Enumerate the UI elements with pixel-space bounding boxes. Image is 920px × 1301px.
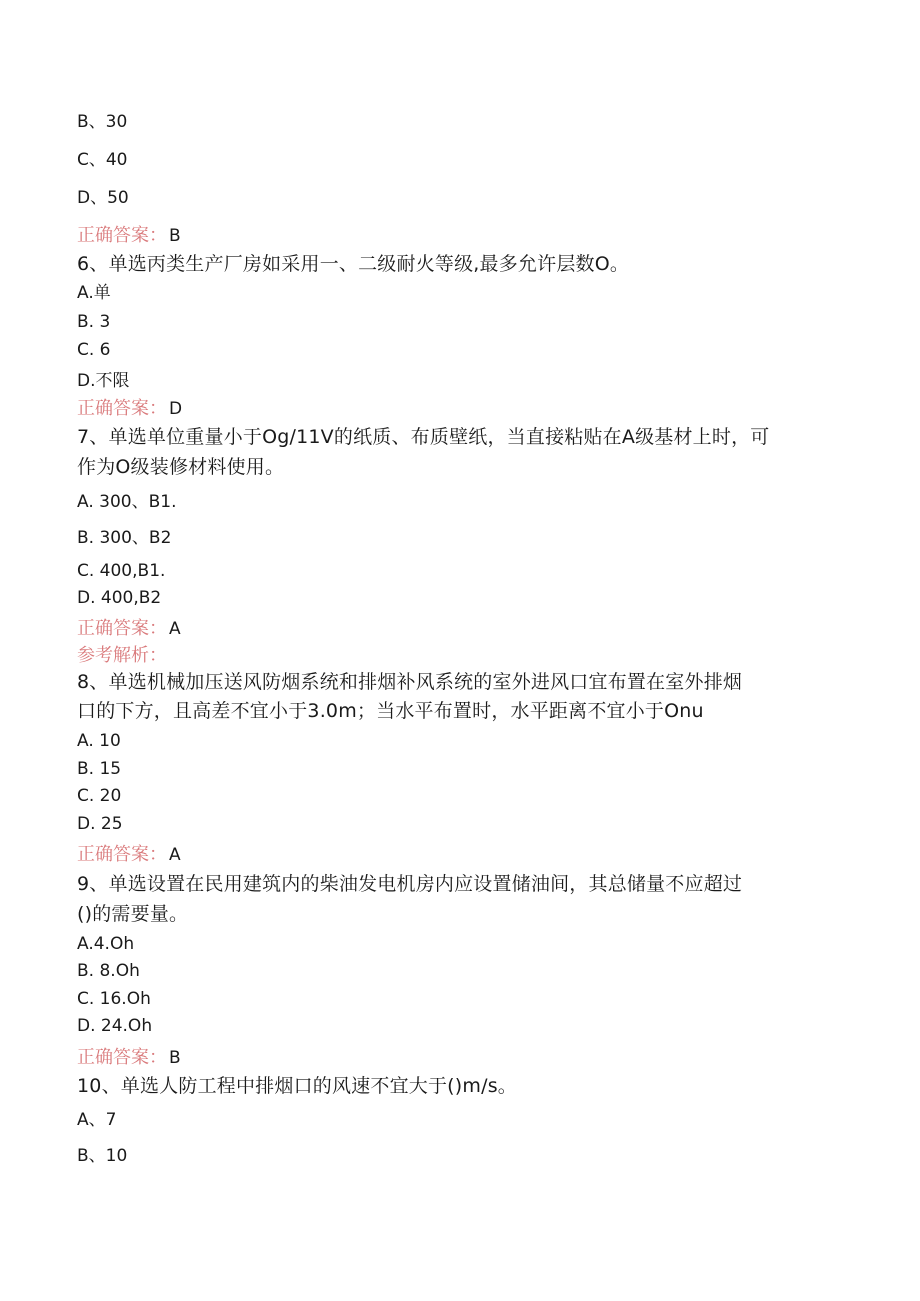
option-6-a: A.单 xyxy=(77,283,111,303)
answer-value: A xyxy=(169,845,181,865)
option-prev-c: C、40 xyxy=(77,150,128,170)
reference-analysis-label: 参考解析： xyxy=(77,645,167,666)
option-8-d: D. 25 xyxy=(77,814,123,834)
question-10-text: 10、单选人防工程中排烟口的风速不宜大于()m/s。 xyxy=(77,1075,518,1097)
answer-label: 正确答案： xyxy=(77,844,167,865)
option-prev-b: B、30 xyxy=(77,112,128,132)
option-6-b: B. 3 xyxy=(77,312,111,332)
option-8-a: A. 10 xyxy=(77,731,121,751)
answer-prev xyxy=(77,227,181,245)
option-7-c: C. 400,B1. xyxy=(77,561,166,581)
question-7-text-line2: 作为O级装修材料使用。 xyxy=(77,456,285,478)
option-9-b: B. 8.Oh xyxy=(77,961,140,981)
question-6-text: 6、单选丙类生产厂房如采用一、二级耐火等级,最多允许层数O。 xyxy=(77,253,630,275)
question-8-text-line2: 口的下方，且高差不宜小于3.0m；当水平布置时，水平距离不宜小于Onu xyxy=(77,700,704,722)
question-9-text-line1: 9、单选设置在民用建筑内的柴油发电机房内应设置储油间，其总储量不应超过 xyxy=(77,873,743,895)
answer-value: B xyxy=(169,1048,181,1068)
answer-label: 正确答案： xyxy=(77,618,167,639)
answer-value: B xyxy=(169,226,181,246)
answer-label: 正确答案： xyxy=(77,1047,167,1068)
option-10-a: A、7 xyxy=(77,1110,117,1130)
answer-8 xyxy=(77,846,181,864)
option-7-a: A. 300、B1. xyxy=(77,492,177,512)
answer-9 xyxy=(77,1049,181,1067)
option-8-b: B. 15 xyxy=(77,759,122,779)
option-6-d: D.不限 xyxy=(77,371,130,391)
answer-label: 正确答案： xyxy=(77,225,167,246)
answer-value: A xyxy=(169,619,181,639)
answer-label: 正确答案： xyxy=(77,398,167,419)
option-6-c: C. 6 xyxy=(77,340,111,360)
option-9-c: C. 16.Oh xyxy=(77,989,151,1009)
option-9-a: A.4.Oh xyxy=(77,934,135,954)
answer-6 xyxy=(77,400,182,418)
option-prev-d: D、50 xyxy=(77,188,129,208)
question-7-text-line1: 7、单选单位重量小于Og∕11V的纸质、布质壁纸，当直接粘贴在A级基材上时，可 xyxy=(77,426,770,448)
option-8-c: C. 20 xyxy=(77,786,122,806)
question-8-text-line1: 8、单选机械加压送风防烟系统和排烟补风系统的室外进风口宜布置在室外排烟 xyxy=(77,671,743,693)
answer-7 xyxy=(77,620,181,638)
option-7-d: D. 400,B2 xyxy=(77,588,162,608)
answer-value: D xyxy=(169,399,183,419)
option-7-b: B. 300、B2 xyxy=(77,528,172,548)
option-10-b: B、10 xyxy=(77,1146,128,1166)
option-9-d: D. 24.Oh xyxy=(77,1016,153,1036)
question-9-text-line2: ()的需要量。 xyxy=(77,903,189,925)
